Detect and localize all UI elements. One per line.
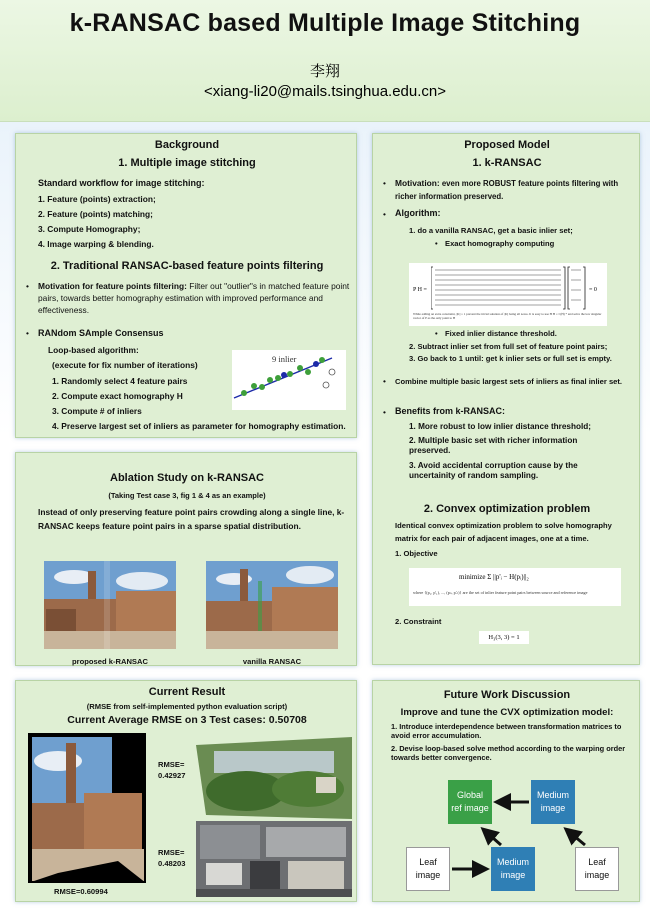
- loop-step: 3. Compute # of inliers: [52, 406, 142, 416]
- motivation-text: Motivation for feature points filtering: Filter out "outlier"s in matched feature point pairs, towards better homography estimation with improved performance and effectiveness.: [38, 281, 350, 315]
- proposed-title: Proposed Model: [464, 139, 550, 151]
- ablation-subtitle: (Taking Test case 3, fig 1 & 4 as an example): [108, 491, 266, 500]
- exec-label: (execute for fix number of iterations): [52, 360, 198, 370]
- rmse-case3: RMSE= 0.48203: [158, 848, 186, 868]
- matrix-lhs: P H =: [413, 287, 427, 293]
- bullet-icon: •: [383, 407, 386, 417]
- result-title: Current Result: [148, 686, 226, 698]
- objective-where: where {(p₁, p'₁), ..., (pₙ, p'ₙ)} are the set of inlier feature point pairs between source and reference image: [413, 590, 588, 595]
- cvx-text: Identical convex optimization problem to solve homography matrix for each pair of adjacent images, one at a time.: [395, 521, 612, 543]
- future-subtitle: Improve and tune the CVX optimization model:: [400, 707, 614, 718]
- bullet-icon: •: [383, 209, 386, 219]
- workflow-step-highlight: 3. Compute Homography;: [38, 224, 141, 234]
- dependency-arrows: [373, 681, 641, 903]
- result-panel: [15, 680, 357, 902]
- global-ref-image-node: Global ref image: [448, 780, 492, 824]
- k-ransac-motivation: Motivation: even more ROBUST feature points filtering with richer information preserved.: [395, 178, 619, 201]
- algorithm-title: Algorithm:: [395, 208, 441, 218]
- future-item: 2. Devise loop-based solve method according to the warping order towards better convergence.: [391, 744, 626, 762]
- workflow-step: 1. Feature (points) extraction;: [38, 194, 156, 204]
- vanilla-ransac-stitched-image: [206, 561, 338, 649]
- homography-matrix-equation: [409, 263, 607, 326]
- objective-label: 1. Objective: [395, 549, 438, 558]
- section-ransac-filtering: 2. Traditional RANSAC-based feature points filtering: [50, 260, 324, 272]
- bullet-icon: •: [383, 178, 386, 188]
- bullet-icon: •: [435, 239, 438, 248]
- objective-expression: minimize Σ ||p'ᵢ − H(pᵢ)||₂: [459, 573, 529, 581]
- matrix-note: While adding an extra constraint, ||h|| = 1 prevent the trivial solution of ||h|| being all zeros. It is easy to use H H = I (H) * and solve the low singular vector of P as the only point to H: [413, 312, 602, 320]
- loop-step: 2. Compute exact homography H: [52, 391, 183, 401]
- objective-formula: [409, 568, 621, 606]
- rmse-case2: RMSE= 0.42927: [158, 760, 186, 780]
- benefit-item: 2. Multiple basic set with richer information preserved.: [409, 436, 578, 455]
- combine-text: Combine multiple basic largest sets of inliers as final inlier set.: [395, 377, 623, 386]
- bullet-icon: •: [26, 328, 29, 338]
- k-ransac-stitched-image: [44, 561, 176, 649]
- caption-k-ransac: proposed k-RANSAC: [72, 657, 148, 666]
- average-rmse: Current Average RMSE on 3 Test cases: 0.50708: [67, 714, 307, 726]
- leaf-image-node-right: Leaf image: [575, 847, 619, 891]
- constraint-label: 2. Constraint: [395, 617, 442, 626]
- section-k-ransac: 1. k-RANSAC: [472, 157, 542, 169]
- poster-header: [0, 0, 650, 122]
- author-name: 李翔: [309, 63, 340, 80]
- bullet-icon: •: [435, 329, 438, 338]
- bullet-icon: •: [26, 281, 29, 291]
- proposed-model-panel: [372, 133, 640, 665]
- constraint-formula: H₃(3, 3) = 1: [479, 631, 529, 644]
- ablation-title: Ablation Study on k-RANSAC: [110, 472, 264, 484]
- result-image-case3: [196, 821, 352, 897]
- future-work-panel: [372, 680, 640, 902]
- arrow-leaf-right-to-medium-top: [568, 831, 585, 845]
- alg-step-2: 2. Subtract inlier set from full set of feature point pairs;: [409, 342, 608, 351]
- ablation-panel: [15, 452, 357, 666]
- medium-image-node-top: Medium image: [531, 780, 575, 824]
- section-multiple-stitching: 1. Multiple image stitching: [118, 157, 256, 169]
- background-title: Background: [154, 139, 220, 151]
- alg-step-1: 1. do a vanilla RANSAC, get a basic inlier set;: [409, 226, 573, 235]
- benefit-item: 1. More robust to low inlier distance threshold;: [409, 422, 591, 431]
- alg-step-3: 3. Go back to 1 until: get k inlier sets or full set is empty.: [409, 354, 612, 363]
- loop-step: 1. Randomly select 4 feature pairs: [52, 376, 188, 386]
- workflow-step: 2. Feature (points) matching;: [38, 209, 153, 219]
- benefit-item: 3. Avoid accidental corruption cause by the uncertainity of random sampling.: [409, 461, 578, 480]
- future-title: Future Work Discussion: [443, 689, 571, 701]
- leaf-image-node-left: Leaf image: [406, 847, 450, 891]
- background-panel: [15, 133, 357, 438]
- fixed-threshold: Fixed inlier distance threshold.: [445, 329, 557, 338]
- poster-title: k-RANSAC based Multiple Image Stitching: [69, 9, 581, 37]
- ransac-title: RANdom SAmple Consensus: [38, 328, 164, 338]
- section-convex-optimization: 2. Convex optimization problem: [423, 503, 591, 515]
- rmse-case1: RMSE=0.60994: [54, 887, 108, 896]
- loop-label: Loop-based algorithm:: [48, 345, 139, 355]
- workflow-step: 4. Image warping & blending.: [38, 239, 154, 249]
- svg-text:= 0: = 0: [589, 287, 597, 293]
- benefits-title: Benefits from k-RANSAC:: [395, 406, 506, 416]
- author-email: <xiang-li20@mails.tsinghua.edu.cn>: [203, 83, 447, 100]
- loop-step: 4. Preserve largest set of inliers as parameter for homography estimation.: [52, 421, 346, 431]
- alg-step-1-sub: Exact homography computing: [445, 239, 555, 248]
- future-item: 1. Introduce interdependence between transformation matrices to avoid error accumulation.: [391, 722, 622, 740]
- result-image-case1: [28, 733, 146, 883]
- inlier-count-label: 9 inlier: [272, 354, 297, 364]
- bullet-icon: •: [383, 376, 386, 386]
- result-subtitle: (RMSE from self-implemented python evaluation script): [86, 702, 288, 711]
- workflow-title: Standard workflow for image stitching:: [38, 178, 205, 188]
- medium-image-node-bottom: Medium image: [491, 847, 535, 891]
- caption-vanilla-ransac: vanilla RANSAC: [242, 657, 302, 666]
- arrow-medium-bottom-to-global: [485, 831, 501, 845]
- ransac-inlier-plot: [232, 350, 346, 410]
- ablation-text: Instead of only preserving feature point pairs crowding along a single line, k-RANSAC keeps feature point pairs in a sparse spatial distribution.: [38, 507, 345, 531]
- result-image-case2: [196, 737, 352, 819]
